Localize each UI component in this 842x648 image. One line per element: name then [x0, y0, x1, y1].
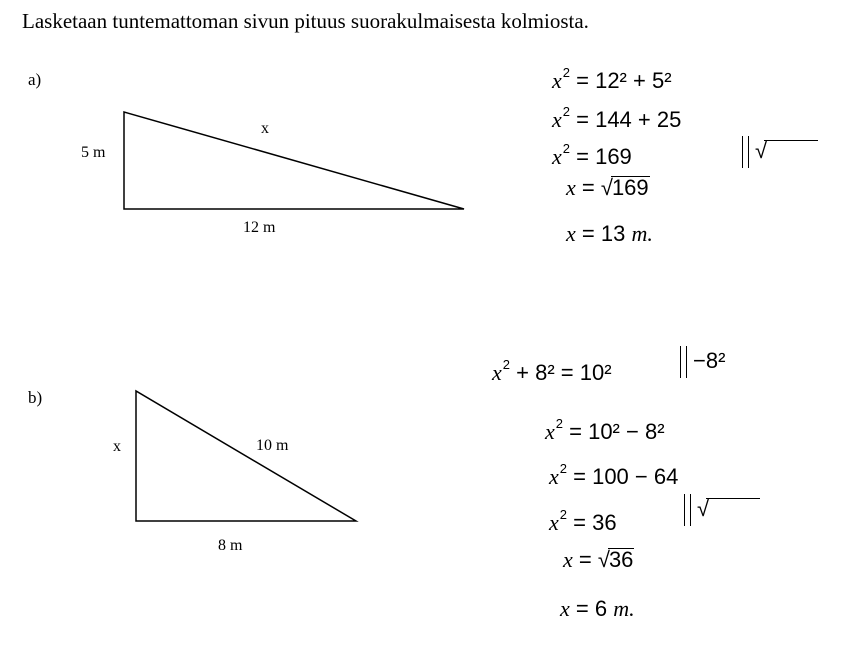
- eq-a5-rhs: = 13: [581, 221, 626, 246]
- part-b-label: b): [28, 388, 43, 407]
- equation-b-1: [492, 352, 612, 386]
- eq-b4-lhs: x: [549, 510, 559, 535]
- equation-b-6: [560, 596, 635, 622]
- triangle-a-hypotenuse-label: x: [261, 120, 269, 137]
- equation-b-4: [549, 502, 617, 536]
- sqrt-sign: √: [597, 547, 610, 572]
- operation-a-symbol: √: [755, 137, 768, 163]
- eq-a4-radicand: 169: [611, 175, 649, 200]
- eq-a1-rhs: = 12² + 5²: [576, 68, 672, 93]
- eq-b1-rhs: + 8² = 10²: [516, 360, 612, 385]
- eq-b2-lhs: x: [545, 419, 555, 444]
- eq-a1-exp: 2: [562, 65, 570, 80]
- double-bar: [684, 494, 691, 526]
- eq-a3-exp: 2: [562, 141, 570, 156]
- radical-bar: [706, 498, 760, 521]
- eq-a3-lhs: x: [552, 144, 562, 169]
- equation-a-3: [552, 136, 632, 170]
- eq-a5-unit: m.: [631, 221, 653, 246]
- triangle-b-vertical-label: x: [113, 438, 121, 455]
- double-bar: [680, 346, 687, 378]
- equation-a-2: [552, 99, 681, 133]
- eq-a4-equals: =: [581, 175, 601, 200]
- eq-a2-rhs: = 144 + 25: [576, 107, 682, 132]
- eq-b5-radicand: 36: [608, 547, 634, 572]
- equation-b-2: [545, 411, 665, 445]
- equation-b-5: [563, 547, 634, 573]
- eq-b3-rhs: = 100 − 64: [573, 464, 679, 489]
- operation-b-subtract-text: −8²: [693, 347, 726, 373]
- triangle-a: [124, 112, 464, 209]
- eq-b5-equals: =: [578, 547, 598, 572]
- part-a-label: a): [28, 70, 42, 89]
- eq-b6-unit: m.: [613, 596, 635, 621]
- eq-a1-lhs: x: [552, 68, 562, 93]
- eq-a2-lhs: x: [552, 107, 562, 132]
- page-title: Lasketaan tuntemattoman sivun pituus suorakulmaisesta kolmiosta.: [22, 9, 589, 33]
- eq-a4-lhs: x: [566, 175, 576, 200]
- eq-a2-exp: 2: [562, 104, 570, 119]
- eq-b3-lhs: x: [549, 464, 559, 489]
- triangle-b-hypotenuse-label: 10 m: [256, 437, 289, 454]
- eq-a3-rhs: = 169: [576, 144, 632, 169]
- eq-b1-lhs: x: [492, 360, 502, 385]
- eq-b6-rhs: = 6: [575, 596, 608, 621]
- triangle-b: [136, 391, 356, 521]
- operation-b-sqrt-symbol: √: [697, 495, 710, 521]
- operation-a-sqrt: [742, 136, 818, 168]
- triangle-a-vertical-label: 5 m: [81, 144, 106, 161]
- eq-b2-exp: 2: [555, 416, 563, 431]
- operation-b-subtract: [680, 346, 725, 378]
- eq-b4-exp: 2: [559, 507, 567, 522]
- operation-b-sqrt: [684, 494, 760, 526]
- triangle-a-horizontal-label: 12 m: [243, 219, 276, 236]
- equation-a-5: [566, 221, 653, 247]
- equation-b-3: [549, 456, 678, 490]
- triangle-b-horizontal-label: 8 m: [218, 537, 243, 554]
- radical-bar: [764, 140, 818, 163]
- eq-b5-lhs: x: [563, 547, 573, 572]
- sqrt-sign: √: [600, 175, 613, 200]
- eq-b1-exp: 2: [502, 357, 510, 372]
- equation-a-1: [552, 60, 672, 94]
- eq-b4-rhs: = 36: [573, 510, 617, 535]
- eq-b2-rhs: = 10² − 8²: [569, 419, 665, 444]
- equation-a-4: [566, 175, 650, 201]
- eq-a5-lhs: x: [566, 221, 576, 246]
- eq-b6-lhs: x: [560, 596, 570, 621]
- double-bar: [742, 136, 749, 168]
- eq-b3-exp: 2: [559, 461, 567, 476]
